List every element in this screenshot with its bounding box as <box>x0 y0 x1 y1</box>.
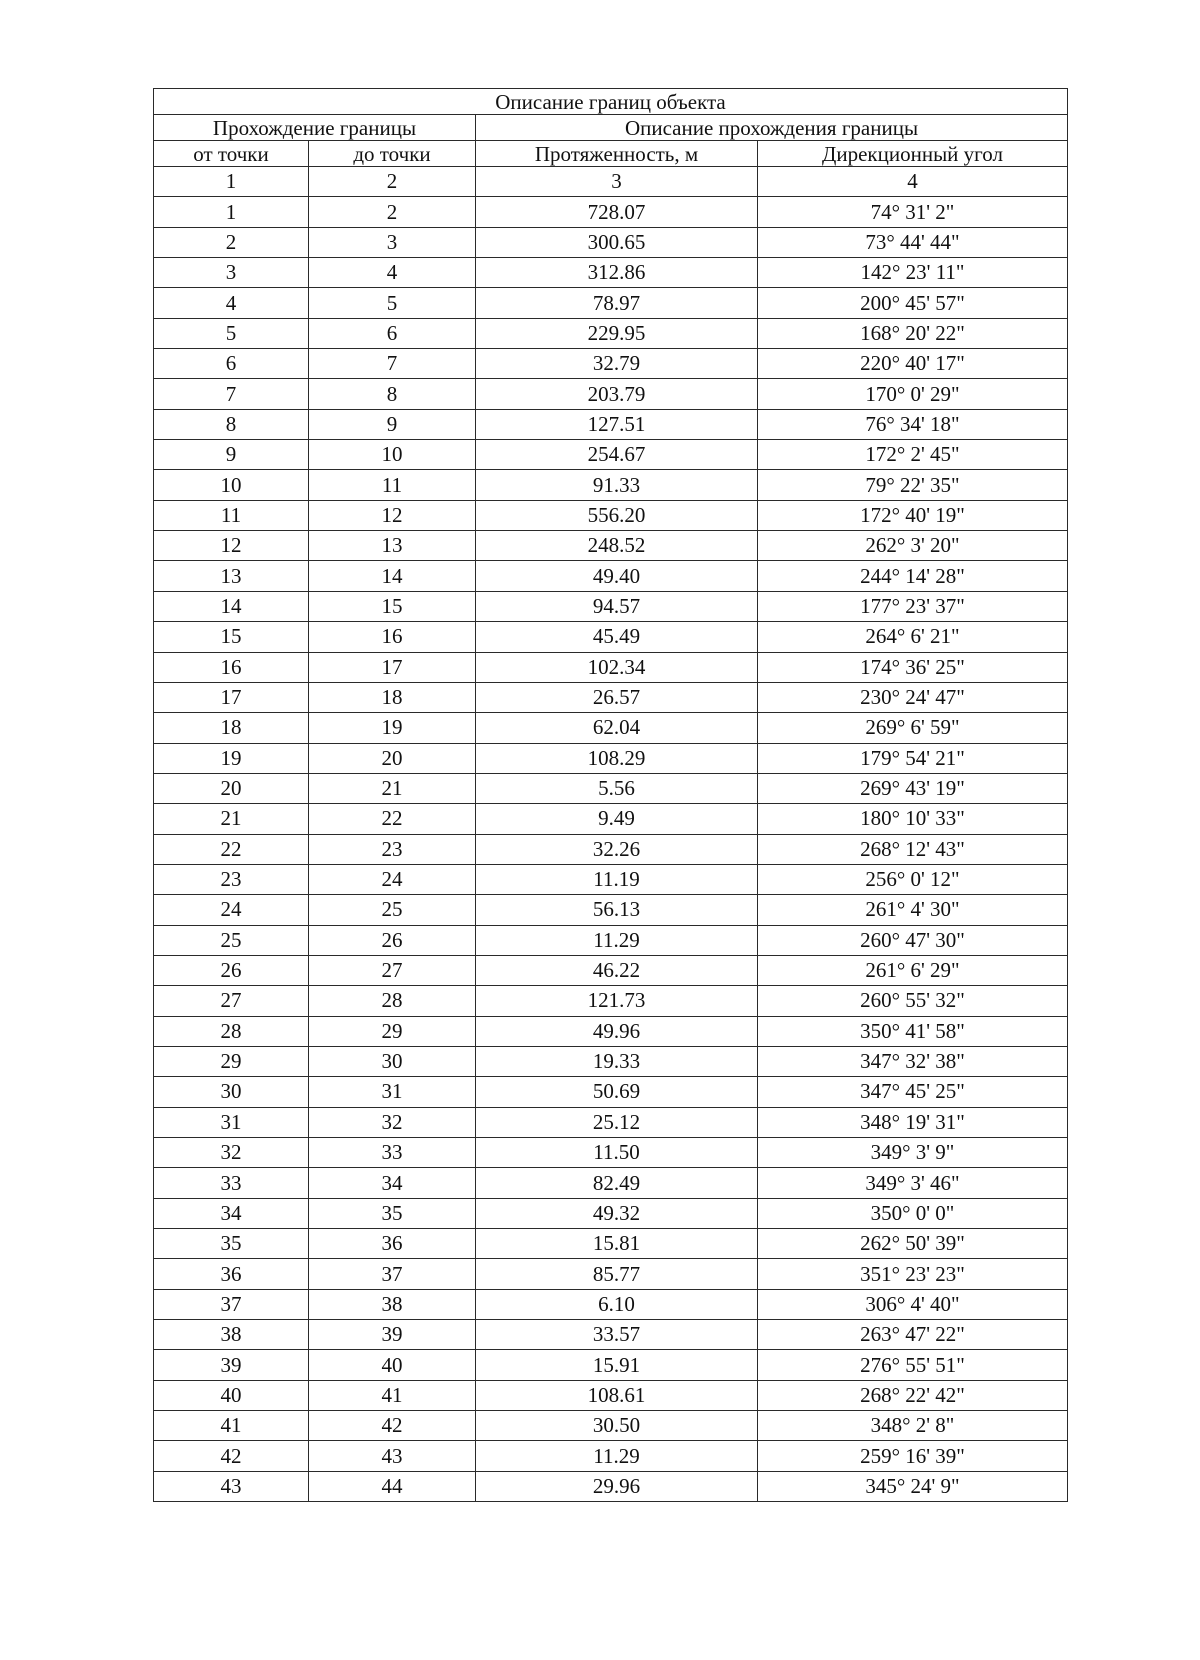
column-number: 1 <box>154 167 309 197</box>
cell-length: 127.51 <box>476 409 758 439</box>
cell-to-point: 31 <box>309 1077 476 1107</box>
column-header-to-point: до точки <box>309 141 476 167</box>
cell-to-point: 42 <box>309 1411 476 1441</box>
cell-direction-angle: 347° 32' 38" <box>758 1046 1068 1076</box>
cell-length: 30.50 <box>476 1411 758 1441</box>
cell-from-point: 6 <box>154 349 309 379</box>
cell-length: 85.77 <box>476 1259 758 1289</box>
cell-length: 50.69 <box>476 1077 758 1107</box>
cell-direction-angle: 260° 55' 32" <box>758 986 1068 1016</box>
group-header-boundary-passage: Прохождение границы <box>154 115 476 141</box>
table-row <box>154 895 1068 925</box>
cell-direction-angle: 259° 16' 39" <box>758 1441 1068 1471</box>
cell-length: 108.29 <box>476 743 758 773</box>
cell-from-point: 24 <box>154 895 309 925</box>
cell-from-point: 9 <box>154 440 309 470</box>
cell-length: 15.91 <box>476 1350 758 1380</box>
cell-length: 11.50 <box>476 1138 758 1168</box>
cell-length: 32.26 <box>476 834 758 864</box>
cell-to-point: 3 <box>309 227 476 257</box>
table-row <box>154 925 1068 955</box>
cell-length: 82.49 <box>476 1168 758 1198</box>
cell-length: 121.73 <box>476 986 758 1016</box>
cell-from-point: 29 <box>154 1046 309 1076</box>
cell-from-point: 31 <box>154 1107 309 1137</box>
table-row <box>154 197 1068 227</box>
cell-length: 56.13 <box>476 895 758 925</box>
cell-length: 229.95 <box>476 318 758 348</box>
cell-length: 78.97 <box>476 288 758 318</box>
cell-direction-angle: 220° 40' 17" <box>758 349 1068 379</box>
group-header-boundary-description: Описание прохождения границы <box>476 115 1068 141</box>
column-number: 3 <box>476 167 758 197</box>
cell-from-point: 19 <box>154 743 309 773</box>
cell-from-point: 1 <box>154 197 309 227</box>
cell-from-point: 36 <box>154 1259 309 1289</box>
cell-to-point: 36 <box>309 1229 476 1259</box>
cell-to-point: 16 <box>309 622 476 652</box>
cell-from-point: 41 <box>154 1411 309 1441</box>
cell-from-point: 4 <box>154 288 309 318</box>
cell-to-point: 19 <box>309 713 476 743</box>
cell-direction-angle: 73° 44' 44" <box>758 227 1068 257</box>
table-row <box>154 1198 1068 1228</box>
cell-direction-angle: 256° 0' 12" <box>758 864 1068 894</box>
table-row <box>154 591 1068 621</box>
table-row <box>154 1289 1068 1319</box>
cell-from-point: 27 <box>154 986 309 1016</box>
cell-length: 254.67 <box>476 440 758 470</box>
cell-length: 5.56 <box>476 773 758 803</box>
cell-length: 29.96 <box>476 1471 758 1501</box>
cell-to-point: 40 <box>309 1350 476 1380</box>
cell-to-point: 12 <box>309 500 476 530</box>
cell-from-point: 40 <box>154 1380 309 1410</box>
cell-to-point: 18 <box>309 682 476 712</box>
cell-length: 32.79 <box>476 349 758 379</box>
column-header-length: Протяженность, м <box>476 141 758 167</box>
table-row <box>154 1229 1068 1259</box>
cell-to-point: 9 <box>309 409 476 439</box>
cell-length: 728.07 <box>476 197 758 227</box>
cell-length: 46.22 <box>476 955 758 985</box>
table-row <box>154 955 1068 985</box>
cell-from-point: 42 <box>154 1441 309 1471</box>
cell-length: 19.33 <box>476 1046 758 1076</box>
cell-length: 312.86 <box>476 258 758 288</box>
cell-direction-angle: 177° 23' 37" <box>758 591 1068 621</box>
cell-to-point: 41 <box>309 1380 476 1410</box>
cell-direction-angle: 76° 34' 18" <box>758 409 1068 439</box>
cell-from-point: 13 <box>154 561 309 591</box>
table-row <box>154 349 1068 379</box>
cell-from-point: 5 <box>154 318 309 348</box>
cell-direction-angle: 261° 4' 30" <box>758 895 1068 925</box>
cell-length: 11.19 <box>476 864 758 894</box>
table-row <box>154 1320 1068 1350</box>
cell-direction-angle: 262° 3' 20" <box>758 531 1068 561</box>
cell-to-point: 2 <box>309 197 476 227</box>
cell-from-point: 8 <box>154 409 309 439</box>
table-row <box>154 1016 1068 1046</box>
cell-direction-angle: 262° 50' 39" <box>758 1229 1068 1259</box>
cell-to-point: 6 <box>309 318 476 348</box>
column-number: 4 <box>758 167 1068 197</box>
cell-direction-angle: 230° 24' 47" <box>758 682 1068 712</box>
cell-to-point: 39 <box>309 1320 476 1350</box>
table-row <box>154 622 1068 652</box>
cell-to-point: 32 <box>309 1107 476 1137</box>
cell-direction-angle: 244° 14' 28" <box>758 561 1068 591</box>
table-row <box>154 986 1068 1016</box>
cell-direction-angle: 200° 45' 57" <box>758 288 1068 318</box>
cell-length: 556.20 <box>476 500 758 530</box>
cell-to-point: 25 <box>309 895 476 925</box>
cell-to-point: 17 <box>309 652 476 682</box>
cell-length: 102.34 <box>476 652 758 682</box>
cell-to-point: 22 <box>309 804 476 834</box>
cell-to-point: 8 <box>309 379 476 409</box>
table-row <box>154 804 1068 834</box>
cell-to-point: 34 <box>309 1168 476 1198</box>
table-row <box>154 500 1068 530</box>
table-row <box>154 1350 1068 1380</box>
cell-direction-angle: 345° 24' 9" <box>758 1471 1068 1501</box>
table-title: Описание границ объекта <box>154 89 1068 115</box>
cell-to-point: 5 <box>309 288 476 318</box>
cell-from-point: 21 <box>154 804 309 834</box>
cell-direction-angle: 268° 12' 43" <box>758 834 1068 864</box>
cell-to-point: 44 <box>309 1471 476 1501</box>
cell-to-point: 20 <box>309 743 476 773</box>
table-row <box>154 743 1068 773</box>
table-row <box>154 1077 1068 1107</box>
table-row <box>154 773 1068 803</box>
table-row <box>154 1168 1068 1198</box>
cell-from-point: 38 <box>154 1320 309 1350</box>
table-row <box>154 864 1068 894</box>
table-row <box>154 531 1068 561</box>
cell-to-point: 15 <box>309 591 476 621</box>
table-row <box>154 1259 1068 1289</box>
cell-from-point: 17 <box>154 682 309 712</box>
cell-direction-angle: 260° 47' 30" <box>758 925 1068 955</box>
table-row <box>154 652 1068 682</box>
cell-from-point: 32 <box>154 1138 309 1168</box>
table-row <box>154 834 1068 864</box>
cell-length: 11.29 <box>476 925 758 955</box>
cell-direction-angle: 347° 45' 25" <box>758 1077 1068 1107</box>
cell-from-point: 30 <box>154 1077 309 1107</box>
cell-to-point: 30 <box>309 1046 476 1076</box>
cell-from-point: 34 <box>154 1198 309 1228</box>
cell-direction-angle: 261° 6' 29" <box>758 955 1068 985</box>
table-row <box>154 318 1068 348</box>
table-row <box>154 1107 1068 1137</box>
cell-from-point: 28 <box>154 1016 309 1046</box>
cell-length: 91.33 <box>476 470 758 500</box>
cell-length: 33.57 <box>476 1320 758 1350</box>
cell-length: 15.81 <box>476 1229 758 1259</box>
cell-direction-angle: 174° 36' 25" <box>758 652 1068 682</box>
cell-from-point: 25 <box>154 925 309 955</box>
table-row <box>154 1441 1068 1471</box>
cell-length: 6.10 <box>476 1289 758 1319</box>
cell-direction-angle: 306° 4' 40" <box>758 1289 1068 1319</box>
cell-from-point: 43 <box>154 1471 309 1501</box>
cell-direction-angle: 269° 6' 59" <box>758 713 1068 743</box>
cell-length: 9.49 <box>476 804 758 834</box>
table-row <box>154 227 1068 257</box>
cell-length: 49.32 <box>476 1198 758 1228</box>
cell-direction-angle: 79° 22' 35" <box>758 470 1068 500</box>
cell-length: 248.52 <box>476 531 758 561</box>
cell-to-point: 11 <box>309 470 476 500</box>
cell-from-point: 26 <box>154 955 309 985</box>
cell-direction-angle: 179° 54' 21" <box>758 743 1068 773</box>
column-number: 2 <box>309 167 476 197</box>
cell-to-point: 24 <box>309 864 476 894</box>
cell-from-point: 37 <box>154 1289 309 1319</box>
cell-to-point: 28 <box>309 986 476 1016</box>
cell-to-point: 38 <box>309 1289 476 1319</box>
cell-to-point: 29 <box>309 1016 476 1046</box>
cell-to-point: 13 <box>309 531 476 561</box>
table-row <box>154 379 1068 409</box>
cell-length: 49.96 <box>476 1016 758 1046</box>
table-row <box>154 1046 1068 1076</box>
cell-length: 108.61 <box>476 1380 758 1410</box>
cell-from-point: 14 <box>154 591 309 621</box>
table-row <box>154 440 1068 470</box>
cell-length: 26.57 <box>476 682 758 712</box>
cell-direction-angle: 351° 23' 23" <box>758 1259 1068 1289</box>
cell-to-point: 7 <box>309 349 476 379</box>
cell-direction-angle: 350° 0' 0" <box>758 1198 1068 1228</box>
cell-to-point: 33 <box>309 1138 476 1168</box>
cell-length: 25.12 <box>476 1107 758 1137</box>
cell-from-point: 3 <box>154 258 309 288</box>
table-row <box>154 1138 1068 1168</box>
cell-direction-angle: 142° 23' 11" <box>758 258 1068 288</box>
column-header-direction-angle: Дирекционный угол <box>758 141 1068 167</box>
cell-from-point: 20 <box>154 773 309 803</box>
cell-from-point: 7 <box>154 379 309 409</box>
cell-direction-angle: 74° 31' 2" <box>758 197 1068 227</box>
cell-length: 45.49 <box>476 622 758 652</box>
cell-direction-angle: 348° 19' 31" <box>758 1107 1068 1137</box>
cell-length: 62.04 <box>476 713 758 743</box>
cell-from-point: 22 <box>154 834 309 864</box>
cell-direction-angle: 264° 6' 21" <box>758 622 1068 652</box>
table-row <box>154 1380 1068 1410</box>
cell-from-point: 2 <box>154 227 309 257</box>
table-row <box>154 713 1068 743</box>
table-row <box>154 470 1068 500</box>
cell-from-point: 15 <box>154 622 309 652</box>
cell-to-point: 37 <box>309 1259 476 1289</box>
boundary-description-table <box>153 88 1068 1502</box>
cell-from-point: 11 <box>154 500 309 530</box>
cell-direction-angle: 276° 55' 51" <box>758 1350 1068 1380</box>
cell-from-point: 12 <box>154 531 309 561</box>
table-row <box>154 409 1068 439</box>
cell-direction-angle: 268° 22' 42" <box>758 1380 1068 1410</box>
cell-direction-angle: 349° 3' 9" <box>758 1138 1068 1168</box>
table-row <box>154 288 1068 318</box>
table-row <box>154 258 1068 288</box>
cell-to-point: 43 <box>309 1441 476 1471</box>
cell-direction-angle: 170° 0' 29" <box>758 379 1068 409</box>
cell-direction-angle: 172° 2' 45" <box>758 440 1068 470</box>
cell-to-point: 21 <box>309 773 476 803</box>
cell-direction-angle: 348° 2' 8" <box>758 1411 1068 1441</box>
cell-direction-angle: 180° 10' 33" <box>758 804 1068 834</box>
cell-to-point: 35 <box>309 1198 476 1228</box>
cell-to-point: 10 <box>309 440 476 470</box>
table-row <box>154 1411 1068 1441</box>
cell-direction-angle: 349° 3' 46" <box>758 1168 1068 1198</box>
cell-from-point: 18 <box>154 713 309 743</box>
cell-direction-angle: 168° 20' 22" <box>758 318 1068 348</box>
cell-from-point: 16 <box>154 652 309 682</box>
cell-from-point: 35 <box>154 1229 309 1259</box>
cell-length: 49.40 <box>476 561 758 591</box>
cell-from-point: 33 <box>154 1168 309 1198</box>
cell-length: 300.65 <box>476 227 758 257</box>
cell-to-point: 26 <box>309 925 476 955</box>
cell-direction-angle: 350° 41' 58" <box>758 1016 1068 1046</box>
cell-from-point: 10 <box>154 470 309 500</box>
cell-length: 203.79 <box>476 379 758 409</box>
cell-direction-angle: 263° 47' 22" <box>758 1320 1068 1350</box>
cell-to-point: 4 <box>309 258 476 288</box>
cell-length: 11.29 <box>476 1441 758 1471</box>
column-header-from-point: от точки <box>154 141 309 167</box>
cell-direction-angle: 269° 43' 19" <box>758 773 1068 803</box>
cell-from-point: 39 <box>154 1350 309 1380</box>
cell-from-point: 23 <box>154 864 309 894</box>
cell-direction-angle: 172° 40' 19" <box>758 500 1068 530</box>
cell-to-point: 27 <box>309 955 476 985</box>
cell-to-point: 14 <box>309 561 476 591</box>
table-row <box>154 561 1068 591</box>
table-row <box>154 682 1068 712</box>
cell-length: 94.57 <box>476 591 758 621</box>
table-row <box>154 1471 1068 1501</box>
cell-to-point: 23 <box>309 834 476 864</box>
